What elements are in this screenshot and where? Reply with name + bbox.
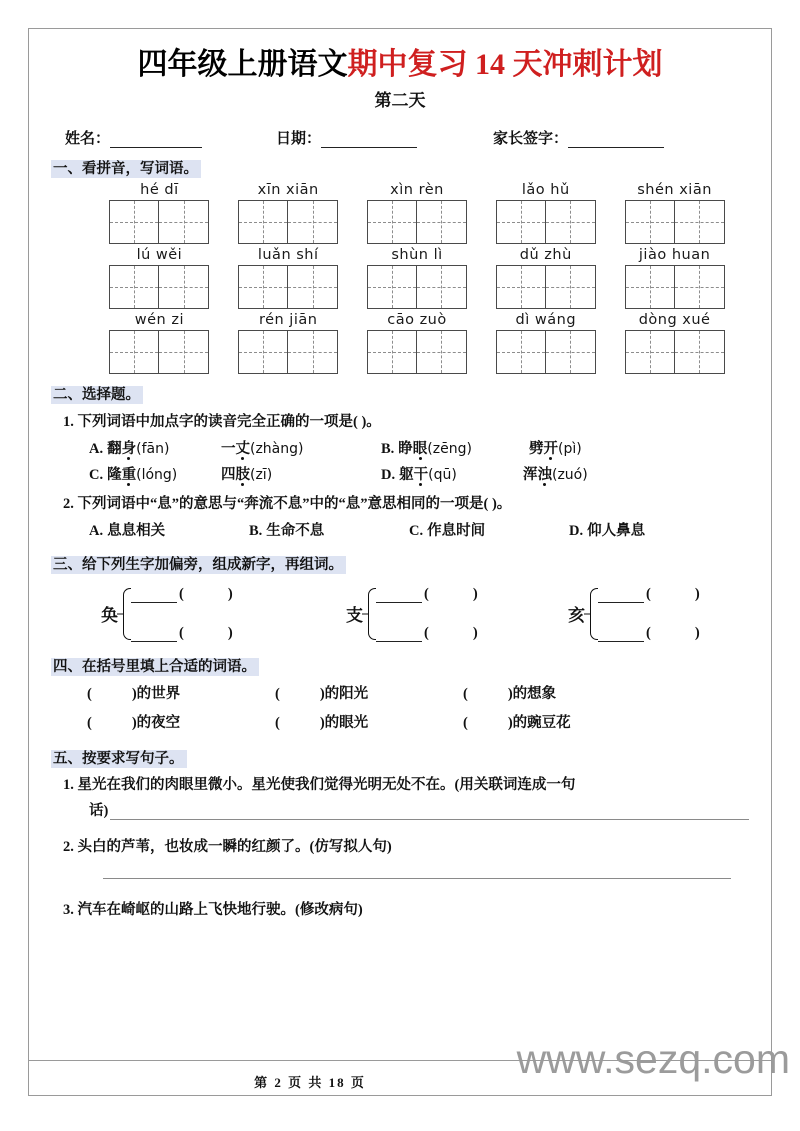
question-2-1-options-row1 — [51, 436, 749, 462]
tianzige-cell[interactable] — [367, 330, 417, 374]
tianzige-cell[interactable] — [109, 330, 159, 374]
brace-icon — [120, 586, 131, 642]
pinyin-text: luǎn shí — [257, 247, 319, 264]
fill-blank-item[interactable]: ( )的夜空 — [87, 714, 181, 731]
option-a-second[interactable]: 一丈(zhàng) — [221, 440, 304, 457]
signature-blank-line[interactable] — [568, 134, 664, 148]
page-footer — [29, 1072, 771, 1091]
answer-line[interactable] — [376, 586, 478, 603]
question-number: 1. — [63, 776, 74, 793]
tianzige-cell[interactable] — [288, 200, 338, 244]
question-5-1-text — [51, 772, 749, 800]
pinyin-word-group — [353, 247, 482, 309]
tianzige-cell[interactable] — [496, 265, 546, 309]
answer-line[interactable] — [598, 586, 700, 603]
tianzige-grid[interactable] — [367, 330, 467, 374]
pinyin-text: xìn rèn — [390, 182, 444, 199]
answer-lines — [131, 586, 233, 642]
pinyin-writing-block — [51, 182, 749, 374]
name-field[interactable] — [65, 127, 202, 148]
answer-lines — [376, 586, 478, 642]
section-5-heading: 五、按要求写句子。 — [51, 749, 749, 770]
answer-line[interactable] — [103, 878, 731, 879]
page-subtitle: 第二天 — [374, 91, 426, 111]
radical-group — [346, 586, 568, 642]
new-char-blank[interactable] — [131, 629, 177, 642]
tianzige-grid[interactable] — [367, 200, 467, 244]
option-a[interactable]: A. 翻身(fān) — [89, 440, 170, 457]
emphasis-dot-char: 丈 — [235, 440, 250, 457]
tianzige-grid[interactable] — [238, 265, 338, 309]
brace-icon — [587, 586, 598, 642]
tianzige-grid[interactable] — [496, 330, 596, 374]
title-black-part: 四年级上册语文 — [137, 48, 348, 81]
student-info-row — [51, 127, 749, 148]
question-body: 星光在我们的肉眼里微小。星光使我们觉得光明无处不在。(用关联词连成一句 — [77, 776, 576, 793]
pinyin-word-group — [481, 312, 610, 374]
question-body: 头白的芦苇，也妆成一瞬的红颜了。(仿写拟人句) — [77, 839, 392, 856]
brace-icon — [365, 586, 376, 642]
tianzige-grid[interactable] — [238, 200, 338, 244]
emphasis-dot-char: 肢 — [235, 466, 250, 483]
base-character: 奂 — [101, 606, 118, 626]
option-c-second[interactable]: 四肢(zī) — [221, 466, 273, 483]
tianzige-grid[interactable] — [109, 265, 209, 309]
word-paren[interactable]: ( ) — [424, 624, 478, 641]
section-4-heading: 四、在括号里填上合适的词语。 — [51, 657, 749, 678]
new-char-blank[interactable] — [598, 629, 644, 642]
tianzige-cell[interactable] — [625, 330, 675, 374]
word-paren[interactable]: ( ) — [179, 624, 233, 641]
tianzige-cell[interactable] — [159, 200, 209, 244]
tianzige-cell[interactable] — [546, 330, 596, 374]
tianzige-grid[interactable] — [625, 200, 725, 244]
question-body-line2: 话) — [89, 803, 109, 820]
question-2-2-options — [51, 518, 749, 544]
date-label: 日期： — [276, 131, 322, 148]
emphasis-dot-char: 干 — [413, 466, 429, 483]
emphasis-dot-char: 身 — [121, 440, 137, 457]
tianzige-cell[interactable] — [625, 265, 675, 309]
tianzige-cell[interactable] — [675, 330, 725, 374]
pinyin-row — [95, 247, 739, 309]
tianzige-grid[interactable] — [109, 200, 209, 244]
answer-line[interactable] — [110, 805, 749, 820]
page-number-text: 第 2 页 共 18 页 — [254, 1075, 366, 1090]
question-body: 下列词语中加点字的读音完全正确的一项是( )。 — [77, 414, 381, 431]
tianzige-cell[interactable] — [238, 265, 288, 309]
radical-composition-row — [51, 586, 749, 646]
pinyin-text: jiào huan — [638, 247, 711, 264]
word-paren[interactable]: ( ) — [424, 585, 478, 602]
tianzige-cell[interactable] — [288, 330, 338, 374]
radical-group — [568, 586, 700, 642]
question-body: 汽车在崎岖的山路上飞快地行驶。(修改病句) — [77, 901, 363, 918]
signature-label: 家长签字： — [493, 131, 569, 148]
section-3-heading: 三、给下列生字加偏旁，组成新字，再组词。 — [51, 555, 749, 576]
fill-blank-row — [51, 709, 749, 738]
question-5-1-continuation — [51, 799, 749, 820]
answer-line[interactable] — [131, 586, 233, 603]
section-1-heading: 一、看拼音，写词语。 — [51, 159, 749, 180]
option-b[interactable]: B. 睁眼(zēng) — [381, 440, 472, 457]
pinyin-text: lǎo hǔ — [521, 182, 570, 199]
pinyin-word-group — [95, 247, 224, 309]
pinyin-text: dòng xué — [638, 312, 711, 329]
tianzige-cell[interactable] — [496, 200, 546, 244]
watermark: www.sezq.com — [516, 1036, 790, 1082]
pinyin-word-group — [224, 182, 353, 244]
question-body: 下列词语中“息”的意思与“奔流不息”中的“息”意思相同的一项是( )。 — [77, 496, 512, 513]
page-title — [51, 47, 749, 82]
fill-blank-row — [51, 680, 749, 709]
tianzige-cell[interactable] — [675, 265, 725, 309]
pinyin-word-group — [95, 182, 224, 244]
option-d[interactable]: D. 仰人鼻息 — [569, 522, 646, 539]
tianzige-cell[interactable] — [109, 200, 159, 244]
question-2-1-text — [51, 410, 749, 435]
tianzige-cell[interactable] — [159, 265, 209, 309]
pinyin-word-group — [224, 247, 353, 309]
tianzige-cell[interactable] — [496, 330, 546, 374]
tianzige-grid[interactable] — [496, 200, 596, 244]
fill-blank-item[interactable]: ( )的豌豆花 — [463, 714, 571, 731]
fill-blank-item[interactable]: ( )的想象 — [463, 685, 557, 702]
option-d-second[interactable]: 浑浊(zuó) — [523, 466, 588, 483]
pinyin-text: dì wáng — [515, 312, 577, 329]
tianzige-cell[interactable] — [238, 330, 288, 374]
answer-lines — [598, 586, 700, 642]
worksheet-page — [28, 28, 772, 1096]
question-2-1-options-row2 — [51, 462, 749, 488]
option-c[interactable]: C. 作息时间 — [409, 522, 486, 539]
pinyin-word-group — [95, 312, 224, 374]
fill-blank-item[interactable]: ( )的阳光 — [275, 685, 369, 702]
pinyin-word-group — [353, 312, 482, 374]
tianzige-cell[interactable] — [546, 200, 596, 244]
tianzige-cell[interactable] — [367, 265, 417, 309]
word-paren[interactable]: ( ) — [179, 585, 233, 602]
pinyin-word-group — [481, 182, 610, 244]
question-5-3-text — [51, 897, 749, 925]
word-paren[interactable]: ( ) — [646, 585, 700, 602]
answer-line[interactable] — [376, 625, 478, 642]
tianzige-cell[interactable] — [546, 265, 596, 309]
pinyin-word-group — [481, 247, 610, 309]
tianzige-grid[interactable] — [625, 265, 725, 309]
word-paren[interactable]: ( ) — [646, 624, 700, 641]
tianzige-cell[interactable] — [159, 330, 209, 374]
section-2-heading: 二、选择题。 — [51, 385, 749, 406]
pinyin-text: lú wěi — [136, 247, 183, 264]
tianzige-cell[interactable] — [288, 265, 338, 309]
radical-group — [101, 586, 346, 642]
tianzige-cell[interactable] — [367, 200, 417, 244]
tianzige-cell[interactable] — [417, 265, 467, 309]
date-field[interactable] — [276, 127, 417, 148]
pinyin-row — [95, 182, 739, 244]
question-number: 1. — [63, 414, 74, 431]
new-char-blank[interactable] — [376, 590, 422, 603]
pinyin-text: dǔ zhù — [519, 247, 572, 264]
new-char-blank[interactable] — [598, 590, 644, 603]
option-c[interactable]: C. 隆重(lóng) — [89, 466, 178, 483]
pinyin-text: rén jiān — [258, 312, 318, 329]
option-a[interactable]: A. 息息相关 — [89, 522, 166, 539]
option-b[interactable]: B. 生命不息 — [249, 522, 325, 539]
emphasis-dot-char: 浊 — [537, 466, 552, 483]
tianzige-cell[interactable] — [675, 200, 725, 244]
emphasis-dot-char: 开 — [543, 440, 558, 457]
name-label: 姓名： — [65, 131, 111, 148]
tianzige-cell[interactable] — [109, 265, 159, 309]
fill-blank-item[interactable]: ( )的眼光 — [275, 714, 369, 731]
option-d[interactable]: D. 躯干(qū) — [381, 466, 457, 483]
emphasis-dot-char: 眼 — [412, 440, 428, 457]
tianzige-cell[interactable] — [417, 200, 467, 244]
fill-blank-item[interactable]: ( )的世界 — [87, 685, 181, 702]
pinyin-text: shùn lì — [391, 247, 443, 264]
answer-line[interactable] — [598, 625, 700, 642]
question-2-2-text — [51, 492, 749, 517]
tianzige-cell[interactable] — [238, 200, 288, 244]
title-red-part: 期中复习 14 天冲刺计划 — [347, 48, 663, 81]
pinyin-word-group — [610, 182, 739, 244]
pinyin-word-group — [610, 247, 739, 309]
option-b-second[interactable]: 劈开(pì) — [529, 440, 582, 457]
tianzige-grid[interactable] — [238, 330, 338, 374]
page-content — [29, 29, 771, 1095]
new-char-blank[interactable] — [131, 590, 177, 603]
tianzige-grid[interactable] — [496, 265, 596, 309]
tianzige-grid[interactable] — [625, 330, 725, 374]
date-blank-line[interactable] — [321, 134, 417, 148]
pinyin-text: shén xiān — [637, 182, 712, 199]
pinyin-text: wén zi — [134, 312, 184, 329]
base-character: 亥 — [568, 606, 585, 626]
base-character: 支 — [346, 606, 363, 626]
tianzige-cell[interactable] — [417, 330, 467, 374]
pinyin-text: hé dī — [140, 182, 179, 199]
emphasis-dot-char: 重 — [121, 466, 137, 483]
question-number: 3. — [63, 901, 74, 918]
tianzige-grid[interactable] — [109, 330, 209, 374]
signature-field[interactable] — [493, 127, 664, 148]
pinyin-word-group — [353, 182, 482, 244]
pinyin-row — [95, 312, 739, 374]
new-char-blank[interactable] — [376, 629, 422, 642]
tianzige-grid[interactable] — [367, 265, 467, 309]
pinyin-word-group — [224, 312, 353, 374]
pinyin-word-group — [610, 312, 739, 374]
footer-divider — [29, 1060, 771, 1061]
question-5-2-text — [51, 834, 749, 862]
pinyin-text: cāo zuò — [387, 312, 447, 329]
question-number: 2. — [63, 496, 74, 513]
pinyin-text: xīn xiān — [257, 182, 319, 199]
question-number: 2. — [63, 839, 74, 856]
answer-line[interactable] — [131, 625, 233, 642]
tianzige-cell[interactable] — [625, 200, 675, 244]
name-blank-line[interactable] — [110, 134, 202, 148]
